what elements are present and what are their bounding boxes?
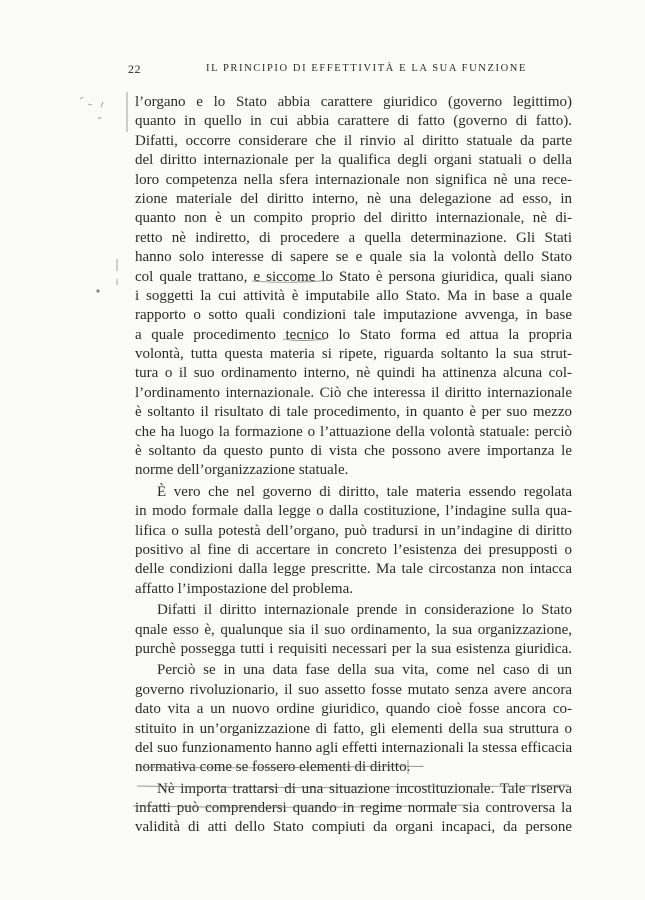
text-line: È vero che nel governo di diritto, tale materia essendo regolata	[157, 483, 572, 500]
running-title: IL PRINCIPIO DI EFFETTIVITÀ E LA SUA FUNZIONE	[206, 63, 527, 74]
text-line: del diritto internazionale per la qualifica degli organi statuali o della	[135, 152, 572, 169]
text-line: normativa come se fossero elementi di diritto.	[135, 759, 411, 776]
text-line: stituito in un’organizzazione di fatto, gli elementi della sua struttura o	[135, 720, 572, 737]
text-line: qnale esso è, qualunque sia il suo ordinamento, la sua organizzazione,	[135, 621, 572, 638]
text-line: Difatti il diritto internazionale prende in considerazione lo Stato	[157, 602, 572, 619]
paragraph	[135, 93, 572, 481]
paragraph	[135, 483, 572, 599]
page-number: 22	[128, 62, 141, 76]
text-line: Perciò se in una data fase della sua vita, come nel caso di un	[157, 662, 572, 679]
margin-scribble-mark	[80, 97, 103, 118]
text-line: quanto non è un compito proprio del diritto internazionale, nè di-	[135, 210, 572, 227]
text-line: volontà, tutta questa materia si ripete, riguarda soltanto la sua strut-	[135, 346, 572, 363]
text-line: Nè importa trattarsi di una situazione incostituzionale. Tale riserva	[157, 780, 572, 797]
text-line: Difatti, occorre considerare che il rinvio al diritto statuale da parte	[135, 132, 572, 149]
paragraph	[135, 780, 572, 838]
text-line: tura o il suo ordinamento interno, nè quindi ha attinenza alcuna col-	[135, 365, 572, 382]
text-line: rapporto o sotto quali condizioni tale imputazione avvenga, in base	[135, 307, 572, 324]
body-text	[135, 93, 572, 838]
text-line: purchè possegga tutti i requisiti necessari per la sua esistenza giuridica.	[135, 640, 572, 657]
text-line: i soggetti la cui attività è imputabile allo Stato. Ma in base a quale	[135, 287, 572, 304]
paragraph	[135, 601, 572, 659]
text-line: delle condizioni dalla legge prescritte. Ma tale circostanza non intacca	[135, 561, 572, 578]
text-line: l’ordinamento internazionale. Ciò che interessa il diritto internazionale	[135, 384, 572, 401]
text-line: è soltanto il risultato di tale procedimento, in quanto è per suo mezzo	[135, 404, 572, 421]
text-line: è soltanto da questo punto di vista che possono avere importanza le	[135, 443, 572, 460]
text-line: norme dell’organizzazione statuale.	[135, 462, 349, 479]
text-line: a quale procedimento tecnico lo Stato forma ed attua la propria	[135, 326, 572, 343]
text-line: in modo formale dalla legge o dalla costituzione, l’indagine sulla qua-	[135, 503, 572, 520]
text-line: quanto in quello in cui abbia carattere di fatto (governo di fatto).	[135, 113, 572, 130]
margin-dot-mark	[96, 289, 99, 292]
text-line: loro competenza nella sfera internazionale non significa nè una rece-	[135, 171, 572, 188]
text-line: infatti può comprendersi quando in regime normale sia controversa la	[135, 800, 572, 817]
text-line: retto nè indiretto, di procedere a quella determinazione. Gli Stati	[135, 229, 572, 246]
paragraph	[135, 661, 572, 777]
text-line: validità di atti dello Stato compiuti da organi incapaci, da persone	[135, 819, 572, 836]
text-line: governo rivoluzionario, il suo assetto fosse mutato senza avere ancora	[135, 681, 572, 698]
text-line: che ha luogo la formazione o l’attuazione della volontà statuale: perciò	[135, 423, 572, 440]
text-line: positivo al fine di accertare in concreto l’esistenza dei presupposti o	[135, 541, 572, 558]
text-line: lifica o sulla potestà dell’organo, può tradursi in un’indagine di diritto	[135, 522, 572, 539]
text-line: hanno solo interesse di sapere se e quale sia la volontà dello Stato	[135, 249, 572, 266]
text-line: l’organo e lo Stato abbia carattere giuridico (governo legittimo)	[135, 94, 572, 110]
text-line: dato vita a un nuovo ordine giuridico, quando cioè fosse ancora co-	[135, 701, 572, 718]
text-line: affatto l’impostazione del problema.	[135, 580, 353, 597]
text-line: del suo funzionamento hanno agli effetti internazionali la stessa efficacia	[135, 739, 572, 756]
text-line: zione materiale del diritto interno, nè una delegazione ad esso, in	[135, 190, 572, 207]
text-line: col quale trattano, e siccome lo Stato è persona giuridica, quali siano	[135, 268, 572, 285]
